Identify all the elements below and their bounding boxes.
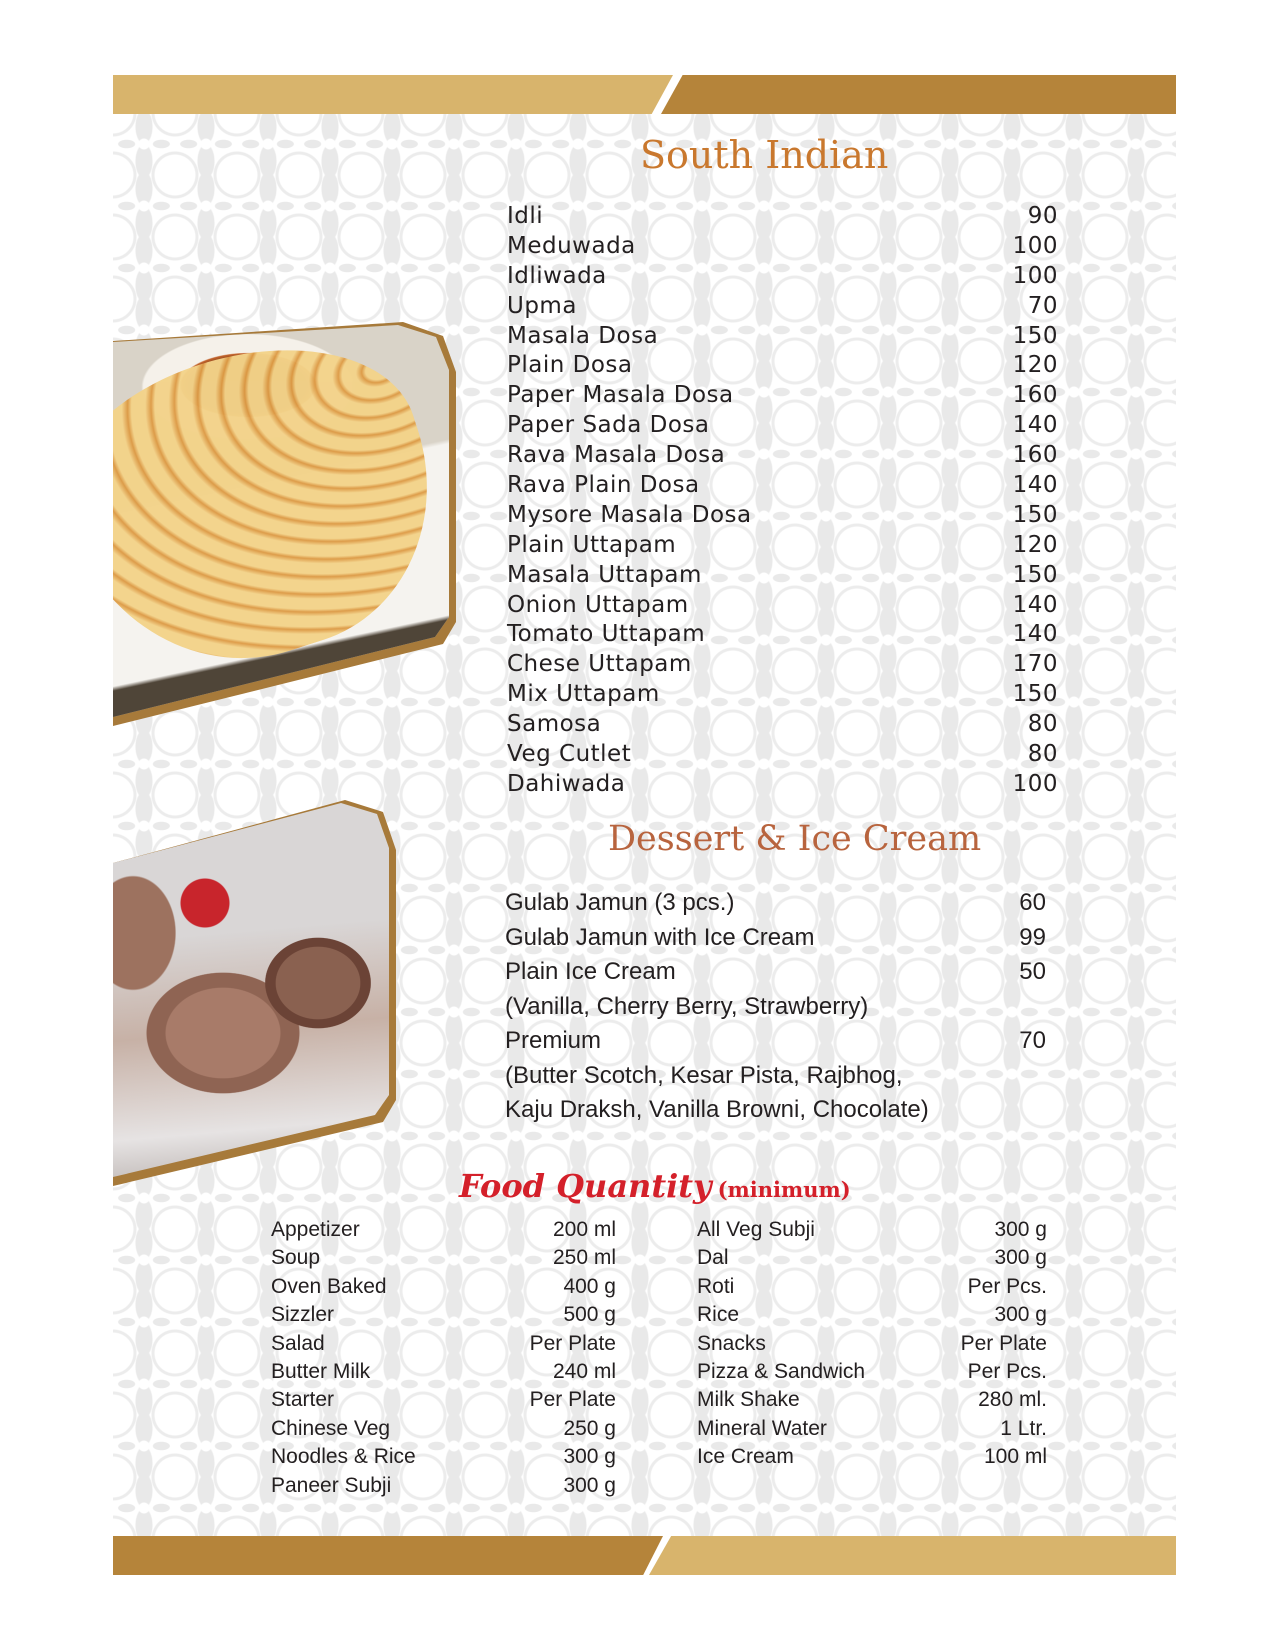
item-price: 70 [1027, 292, 1058, 319]
item-price: 150 [1012, 561, 1058, 588]
item-description: (Vanilla, Cherry Berry, Strawberry) [505, 992, 869, 1020]
menu-item [507, 410, 1058, 440]
menu-item [507, 201, 1058, 231]
item-name: Plain Dosa [507, 352, 633, 379]
quantity-row [697, 1244, 1047, 1272]
quantity-item: Snacks [697, 1331, 766, 1355]
menu-item [507, 560, 1058, 590]
item-name: Rava Masala Dosa [507, 442, 726, 469]
quantity-row [697, 1443, 1047, 1471]
quantity-item: Chinese Veg [271, 1416, 391, 1440]
quantity-value: 240 ml [552, 1359, 616, 1383]
item-name: Idliwada [507, 262, 607, 289]
quantity-item: Oven Baked [271, 1274, 387, 1298]
quantity-value: 100 ml [983, 1445, 1047, 1469]
quantity-item: Ice Cream [697, 1445, 794, 1469]
quantity-row [697, 1415, 1047, 1443]
item-price: 140 [1012, 621, 1058, 648]
item-name: Mix Uttapam [507, 681, 660, 708]
food-quantity-subtitle: (minimum) [717, 1177, 851, 1202]
quantity-value: 300 g [994, 1218, 1047, 1241]
quantity-row [697, 1301, 1047, 1329]
quantity-item: Roti [697, 1274, 735, 1298]
menu-item [507, 380, 1058, 410]
quantity-row [697, 1358, 1047, 1386]
quantity-row [697, 1330, 1047, 1358]
quantity-value: 1 Ltr. [1000, 1416, 1047, 1440]
item-price: 120 [1012, 531, 1058, 558]
menu-item [507, 440, 1058, 470]
item-name: Tomato Uttapam [507, 621, 706, 648]
menu-item [507, 649, 1058, 679]
menu-item [507, 350, 1058, 380]
item-description: (Butter Scotch, Kesar Pista, Rajbhog, [505, 1061, 903, 1089]
south-indian-menu-list [507, 201, 1058, 799]
menu-item [507, 739, 1058, 769]
item-name: Idli [507, 203, 544, 229]
item-price: 50 [1019, 958, 1046, 985]
item-price: 100 [1012, 232, 1058, 259]
menu-item [507, 291, 1058, 321]
menu-item [507, 231, 1058, 261]
menu-item [507, 590, 1058, 620]
quantity-item: Noodles & Rice [271, 1445, 416, 1469]
quantity-value: 500 g [563, 1303, 616, 1327]
quantity-value: Per Plate [960, 1331, 1047, 1355]
item-name: Premium [505, 1027, 602, 1054]
item-name: Meduwada [507, 232, 636, 259]
quantity-row [271, 1472, 616, 1500]
quantity-row [271, 1244, 616, 1272]
ice-cream-photo [113, 803, 389, 1177]
quantity-item: Sizzler [271, 1303, 335, 1327]
section-title-south-indian: South Indian [640, 133, 889, 177]
menu-item [507, 769, 1058, 799]
item-name: Masala Uttapam [507, 561, 702, 588]
quantity-item: Soup [271, 1246, 321, 1270]
item-price: 140 [1012, 591, 1058, 618]
item-price: 140 [1012, 412, 1058, 439]
quantity-item: Salad [271, 1331, 325, 1355]
quantity-item: Mineral Water [697, 1416, 827, 1440]
item-name: Gulab Jamun (3 pcs.) [505, 889, 735, 916]
top-bar-dark-segment [661, 75, 1176, 114]
item-name: Veg Cutlet [507, 741, 632, 768]
menu-item [507, 261, 1058, 291]
item-name: Chese Uttapam [507, 651, 692, 678]
food-quantity-title: Food Quantity [459, 1167, 712, 1205]
quantity-value: 250 g [563, 1416, 616, 1440]
quantity-item: All Veg Subji [697, 1218, 815, 1241]
food-quantity-left-column [271, 1216, 616, 1500]
quantity-item: Dal [697, 1246, 729, 1270]
item-price: 170 [1012, 651, 1058, 678]
quantity-value: 250 ml [552, 1246, 616, 1270]
quantity-row [697, 1386, 1047, 1414]
quantity-item: Starter [271, 1388, 335, 1412]
bottom-decorative-bar [113, 1536, 1176, 1575]
quantity-item: Butter Milk [271, 1359, 371, 1383]
quantity-item: Paneer Subji [271, 1473, 392, 1497]
item-price: 100 [1012, 262, 1058, 289]
quantity-item: Milk Shake [697, 1388, 800, 1412]
quantity-row [271, 1358, 616, 1386]
quantity-value: Per Plate [529, 1388, 616, 1412]
quantity-row [271, 1443, 616, 1471]
item-price: 120 [1012, 352, 1058, 379]
quantity-row [271, 1415, 616, 1443]
item-name: Paper Masala Dosa [507, 382, 734, 409]
bottom-bar-light-segment [649, 1536, 1176, 1575]
quantity-item: Rice [697, 1303, 740, 1327]
menu-item [505, 955, 1046, 990]
quantity-row [271, 1386, 616, 1414]
item-name: Gulab Jamun with Ice Cream [505, 923, 815, 951]
item-name: Plain Ice Cream [505, 958, 676, 985]
menu-item-flavors [505, 1059, 1046, 1094]
item-price: 150 [1012, 322, 1058, 349]
quantity-row [697, 1216, 1047, 1244]
menu-item [505, 921, 1046, 956]
menu-item [507, 470, 1058, 500]
item-price: 80 [1027, 711, 1058, 738]
quantity-value: 280 ml. [978, 1388, 1047, 1412]
item-name: Samosa [507, 711, 602, 738]
item-name: Paper Sada Dosa [507, 412, 710, 439]
item-price: 100 [1012, 770, 1058, 797]
item-name: Masala Dosa [507, 322, 659, 349]
item-price: 160 [1012, 442, 1058, 469]
dessert-menu-list [505, 886, 1046, 1128]
menu-item [505, 886, 1046, 921]
item-price: 80 [1027, 741, 1058, 768]
menu-item [505, 1024, 1046, 1059]
item-price: 60 [1019, 889, 1046, 916]
item-price: 150 [1012, 501, 1058, 528]
quantity-item: Appetizer [271, 1218, 360, 1241]
item-price: 140 [1012, 472, 1058, 499]
item-name: Plain Uttapam [507, 531, 677, 558]
quantity-value: Per Pcs. [967, 1359, 1047, 1383]
section-title-dessert-ice-cream: Dessert & Ice Cream [608, 819, 982, 859]
quantity-row [697, 1273, 1047, 1301]
quantity-value: Per Pcs. [967, 1274, 1047, 1298]
item-price: 150 [1012, 681, 1058, 708]
item-name: Upma [507, 292, 577, 319]
quantity-value: 300 g [563, 1445, 616, 1469]
menu-item-flavors [505, 1093, 1046, 1128]
quantity-value: 300 g [994, 1246, 1047, 1270]
menu-item [507, 530, 1058, 560]
bottom-bar-dark-segment [113, 1536, 663, 1575]
item-price: 90 [1027, 203, 1058, 229]
menu-item [507, 500, 1058, 530]
top-decorative-bar [113, 75, 1176, 114]
menu-item [507, 679, 1058, 709]
quantity-value: 400 g [563, 1274, 616, 1298]
item-price: 160 [1012, 382, 1058, 409]
quantity-row [271, 1273, 616, 1301]
food-quantity-right-column [697, 1216, 1047, 1472]
quantity-row [271, 1301, 616, 1329]
section-title-food-quantity [459, 1167, 851, 1205]
item-price: 70 [1019, 1027, 1046, 1054]
quantity-value: 300 g [563, 1473, 616, 1497]
item-name: Mysore Masala Dosa [507, 501, 752, 528]
quantity-value: Per Plate [529, 1331, 616, 1355]
quantity-value: 300 g [994, 1303, 1047, 1327]
quantity-row [271, 1330, 616, 1358]
item-name: Dahiwada [507, 770, 626, 797]
menu-item [507, 321, 1058, 351]
menu-item [507, 619, 1058, 649]
menu-item-flavors [505, 990, 1046, 1025]
top-bar-light-segment [113, 75, 673, 114]
item-name: Rava Plain Dosa [507, 472, 700, 499]
menu-item [507, 709, 1058, 739]
quantity-row [271, 1216, 616, 1244]
quantity-item: Pizza & Sandwich [697, 1359, 866, 1383]
item-description: Kaju Draksh, Vanilla Browni, Chocolate) [505, 1096, 929, 1123]
quantity-value: 200 ml [552, 1218, 616, 1241]
item-price: 99 [1019, 923, 1046, 951]
item-name: Onion Uttapam [507, 591, 689, 618]
